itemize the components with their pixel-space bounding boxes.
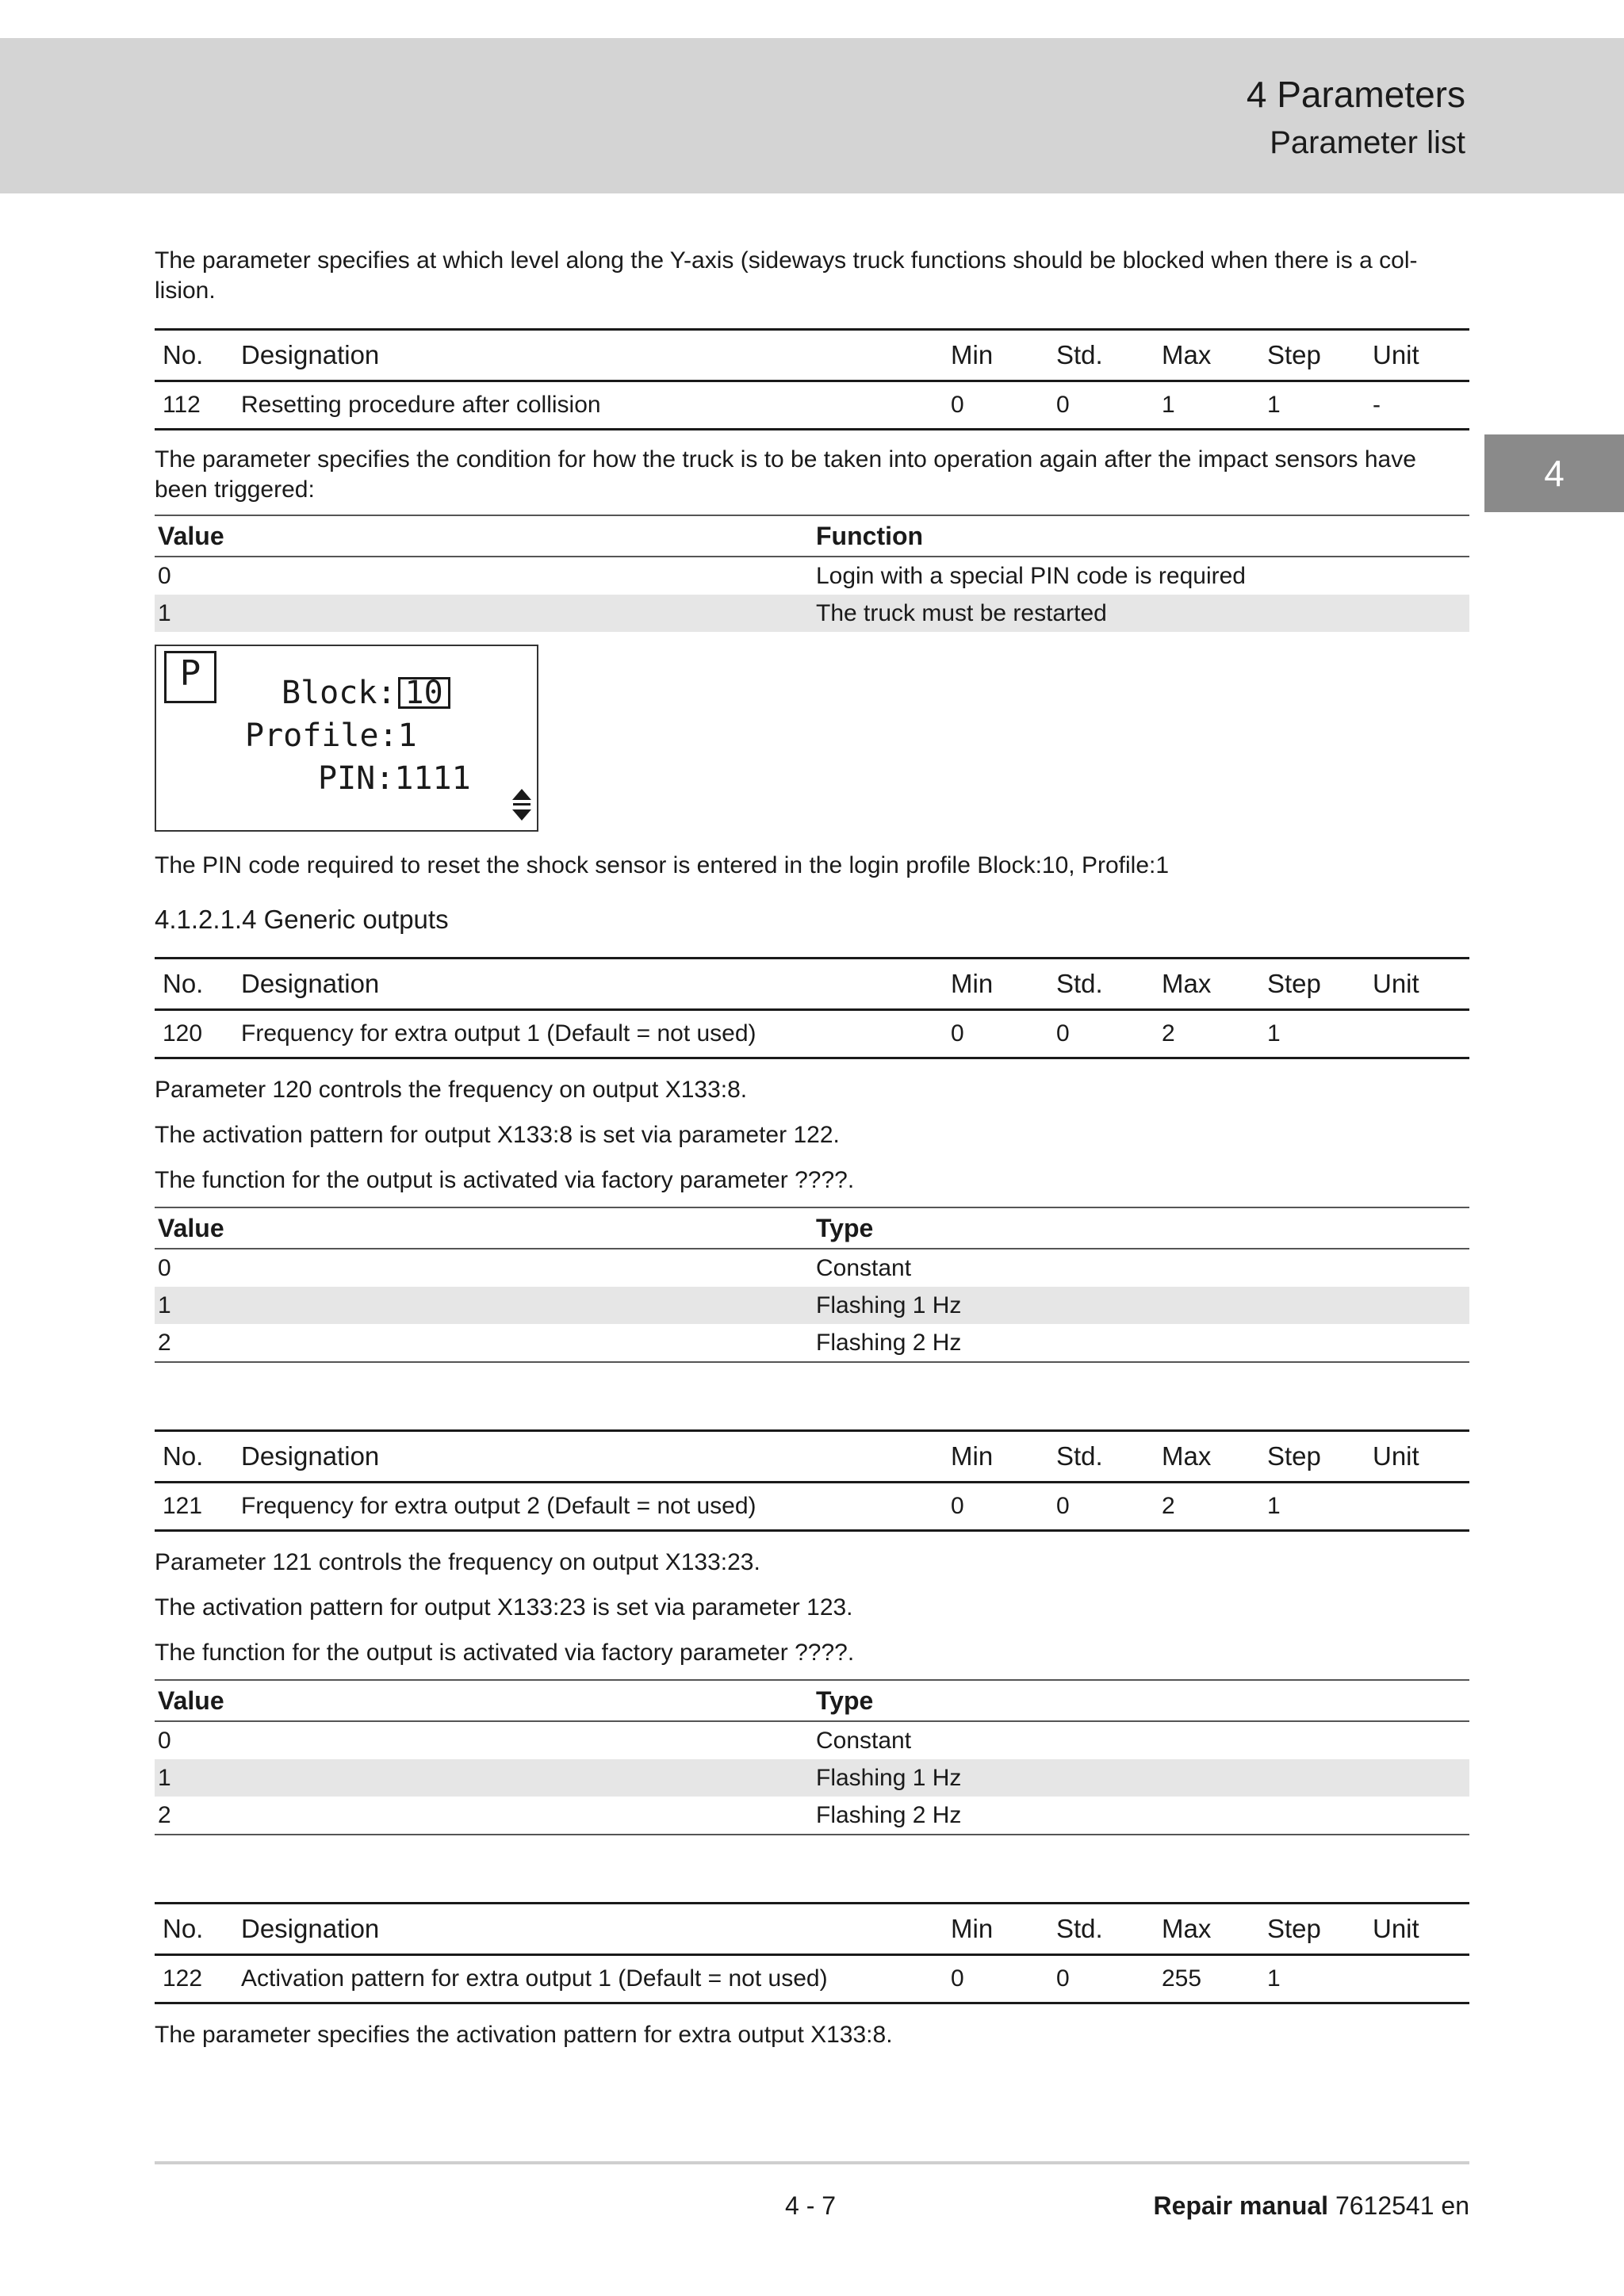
p121-note-2: The activation pattern for output X133:23 is set via parameter 123. bbox=[155, 1594, 853, 1621]
intro-paragraph: The parameter specifies at which level along the Y-axis (sideways truck functions should be blocked when there is a col-lision. bbox=[155, 247, 1418, 304]
p120-note-2: The activation pattern for output X133:8 is set via parameter 122. bbox=[155, 1122, 840, 1148]
cell-max: 255 bbox=[1153, 1955, 1258, 2003]
col-min: Min bbox=[942, 330, 1048, 381]
col-no: No. bbox=[155, 959, 232, 1010]
cell-step: 1 bbox=[1258, 381, 1364, 430]
cell-std: 0 bbox=[1048, 1955, 1153, 2003]
cell-unit bbox=[1364, 1010, 1469, 1058]
col-unit: Unit bbox=[1364, 330, 1469, 381]
chapter-title: 4 Parameters bbox=[1246, 74, 1465, 115]
section-heading: 4.1.2.1.4 Generic outputs bbox=[155, 905, 449, 934]
col-step: Step bbox=[1258, 959, 1364, 1010]
param-table-121 bbox=[155, 1429, 1469, 1532]
document-reference bbox=[1154, 2191, 1469, 2221]
cell-type: Flashing 2 Hz bbox=[813, 1797, 1469, 1835]
cell-designation: Frequency for extra output 2 (Default = not used) bbox=[232, 1483, 942, 1531]
cell-value: 2 bbox=[155, 1324, 813, 1362]
chapter-subtitle: Parameter list bbox=[1270, 125, 1465, 160]
p112-description: The parameter specifies the condition for how the truck is to be taken into operation again after the impact sensors have been triggered: bbox=[155, 446, 1416, 503]
cell-no: 120 bbox=[155, 1010, 232, 1058]
param-table-112 bbox=[155, 328, 1469, 430]
col-no: No. bbox=[155, 1904, 232, 1955]
value-header-row bbox=[155, 1207, 1469, 1249]
table-row bbox=[155, 1955, 1469, 2003]
table-row bbox=[155, 557, 1469, 595]
cell-type: Constant bbox=[816, 1254, 912, 1281]
cell-value: 0 bbox=[158, 1727, 171, 1754]
col-std: Std. bbox=[1048, 330, 1153, 381]
param-table-120 bbox=[155, 957, 1469, 1059]
cell-std: 0 bbox=[1048, 1483, 1153, 1531]
param-header-row bbox=[155, 959, 1469, 1010]
table-row bbox=[155, 1287, 1469, 1324]
lcd-pin-line: PIN:1111 bbox=[318, 760, 471, 797]
cell-value: 0 bbox=[158, 562, 171, 589]
lcd-block-label: Block: bbox=[282, 675, 396, 711]
cell-unit bbox=[1364, 1955, 1469, 2003]
col-min: Min bbox=[942, 1904, 1048, 1955]
cell-step: 1 bbox=[1258, 1483, 1364, 1531]
col-value: Value bbox=[155, 515, 813, 557]
cell-min: 0 bbox=[942, 1955, 1048, 2003]
lcd-profile-line: Profile:1 bbox=[245, 718, 417, 754]
col-designation: Designation bbox=[232, 330, 942, 381]
cell-min: 0 bbox=[942, 381, 1048, 430]
cell-min: 0 bbox=[942, 1483, 1048, 1531]
cell-value: 1 bbox=[155, 1287, 813, 1324]
p120-note-3: The function for the output is activated via factory parameter ????. bbox=[155, 1167, 855, 1193]
p120-note-1: Parameter 120 controls the frequency on output X133:8. bbox=[155, 1077, 748, 1103]
cell-designation: Activation pattern for extra output 1 (Default = not used) bbox=[232, 1955, 942, 2003]
cell-std: 0 bbox=[1048, 1010, 1153, 1058]
cell-value: 1 bbox=[155, 1759, 813, 1797]
page-content bbox=[155, 246, 1469, 2050]
cell-no: 122 bbox=[155, 1955, 232, 2003]
table-row bbox=[155, 381, 1469, 430]
param-header-row bbox=[155, 330, 1469, 381]
table-row bbox=[155, 1010, 1469, 1058]
table-row bbox=[155, 595, 1469, 632]
col-std: Std. bbox=[1048, 959, 1153, 1010]
cell-unit bbox=[1364, 1483, 1469, 1531]
col-value: Value bbox=[155, 1207, 813, 1249]
col-function: Function bbox=[813, 515, 1469, 557]
value-header-row bbox=[155, 515, 1469, 557]
cell-function: Login with a special PIN code is required bbox=[816, 562, 1246, 589]
cell-value: 0 bbox=[158, 1254, 171, 1281]
col-step: Step bbox=[1258, 330, 1364, 381]
col-min: Min bbox=[942, 959, 1048, 1010]
col-designation: Designation bbox=[232, 959, 942, 1010]
table-row bbox=[155, 1249, 1469, 1287]
value-header-row bbox=[155, 1680, 1469, 1721]
cell-function: The truck must be restarted bbox=[813, 595, 1469, 632]
header-band bbox=[0, 38, 1624, 193]
col-min: Min bbox=[942, 1431, 1048, 1483]
value-table-120 bbox=[155, 1207, 1469, 1363]
cell-max: 2 bbox=[1153, 1010, 1258, 1058]
chapter-tab[interactable]: 4 bbox=[1484, 434, 1624, 512]
p121-note-3: The function for the output is activated via factory parameter ????. bbox=[155, 1640, 855, 1666]
cell-value: 2 bbox=[155, 1797, 813, 1835]
cell-type: Flashing 1 Hz bbox=[813, 1759, 1469, 1797]
cell-std: 0 bbox=[1048, 381, 1153, 430]
cell-type: Flashing 1 Hz bbox=[813, 1287, 1469, 1324]
col-type: Type bbox=[813, 1680, 1469, 1721]
table-row bbox=[155, 1721, 1469, 1759]
lcd-p-indicator: P bbox=[164, 651, 216, 703]
p122-description: The parameter specifies the activation pattern for extra output X133:8. bbox=[155, 2022, 893, 2048]
table-row bbox=[155, 1759, 1469, 1797]
col-unit: Unit bbox=[1364, 1904, 1469, 1955]
cell-designation: Frequency for extra output 1 (Default = not used) bbox=[232, 1010, 942, 1058]
col-unit: Unit bbox=[1364, 959, 1469, 1010]
param-header-row bbox=[155, 1431, 1469, 1483]
cell-no: 121 bbox=[155, 1483, 232, 1531]
up-down-arrows-icon bbox=[511, 787, 532, 824]
cell-no: 112 bbox=[155, 381, 232, 430]
param-table-122 bbox=[155, 1902, 1469, 2004]
value-table-112 bbox=[155, 515, 1469, 632]
col-designation: Designation bbox=[232, 1904, 942, 1955]
lcd-display bbox=[155, 645, 538, 832]
lcd-block-value: 10 bbox=[398, 677, 450, 709]
col-max: Max bbox=[1153, 959, 1258, 1010]
col-std: Std. bbox=[1048, 1431, 1153, 1483]
lcd-block-line bbox=[282, 675, 450, 711]
col-max: Max bbox=[1153, 1431, 1258, 1483]
cell-max: 2 bbox=[1153, 1483, 1258, 1531]
value-table-121 bbox=[155, 1679, 1469, 1835]
cell-designation: Resetting procedure after collision bbox=[232, 381, 942, 430]
cell-value: 1 bbox=[155, 595, 813, 632]
col-unit: Unit bbox=[1364, 1431, 1469, 1483]
col-step: Step bbox=[1258, 1431, 1364, 1483]
table-row bbox=[155, 1797, 1469, 1835]
col-max: Max bbox=[1153, 1904, 1258, 1955]
col-designation: Designation bbox=[232, 1431, 942, 1483]
col-std: Std. bbox=[1048, 1904, 1153, 1955]
footer-rule bbox=[155, 2161, 1469, 2164]
cell-min: 0 bbox=[942, 1010, 1048, 1058]
col-max: Max bbox=[1153, 330, 1258, 381]
cell-type: Flashing 2 Hz bbox=[813, 1324, 1469, 1362]
doc-number: 7612541 en bbox=[1335, 2191, 1469, 2220]
col-no: No. bbox=[155, 330, 232, 381]
table-row bbox=[155, 1483, 1469, 1531]
cell-step: 1 bbox=[1258, 1010, 1364, 1058]
p121-note-1: Parameter 121 controls the frequency on output X133:23. bbox=[155, 1549, 760, 1575]
col-value: Value bbox=[155, 1680, 813, 1721]
param-header-row bbox=[155, 1904, 1469, 1955]
col-step: Step bbox=[1258, 1904, 1364, 1955]
col-no: No. bbox=[155, 1431, 232, 1483]
display-caption: The PIN code required to reset the shock sensor is entered in the login profile Block:10, Profile:1 bbox=[155, 852, 1170, 878]
cell-unit: - bbox=[1364, 381, 1469, 430]
cell-max: 1 bbox=[1153, 381, 1258, 430]
col-type: Type bbox=[813, 1207, 1469, 1249]
table-row bbox=[155, 1324, 1469, 1362]
doc-title: Repair manual bbox=[1153, 2191, 1329, 2220]
page-number: 4 - 7 bbox=[785, 2191, 837, 2220]
cell-type: Constant bbox=[816, 1727, 912, 1754]
cell-step: 1 bbox=[1258, 1955, 1364, 2003]
